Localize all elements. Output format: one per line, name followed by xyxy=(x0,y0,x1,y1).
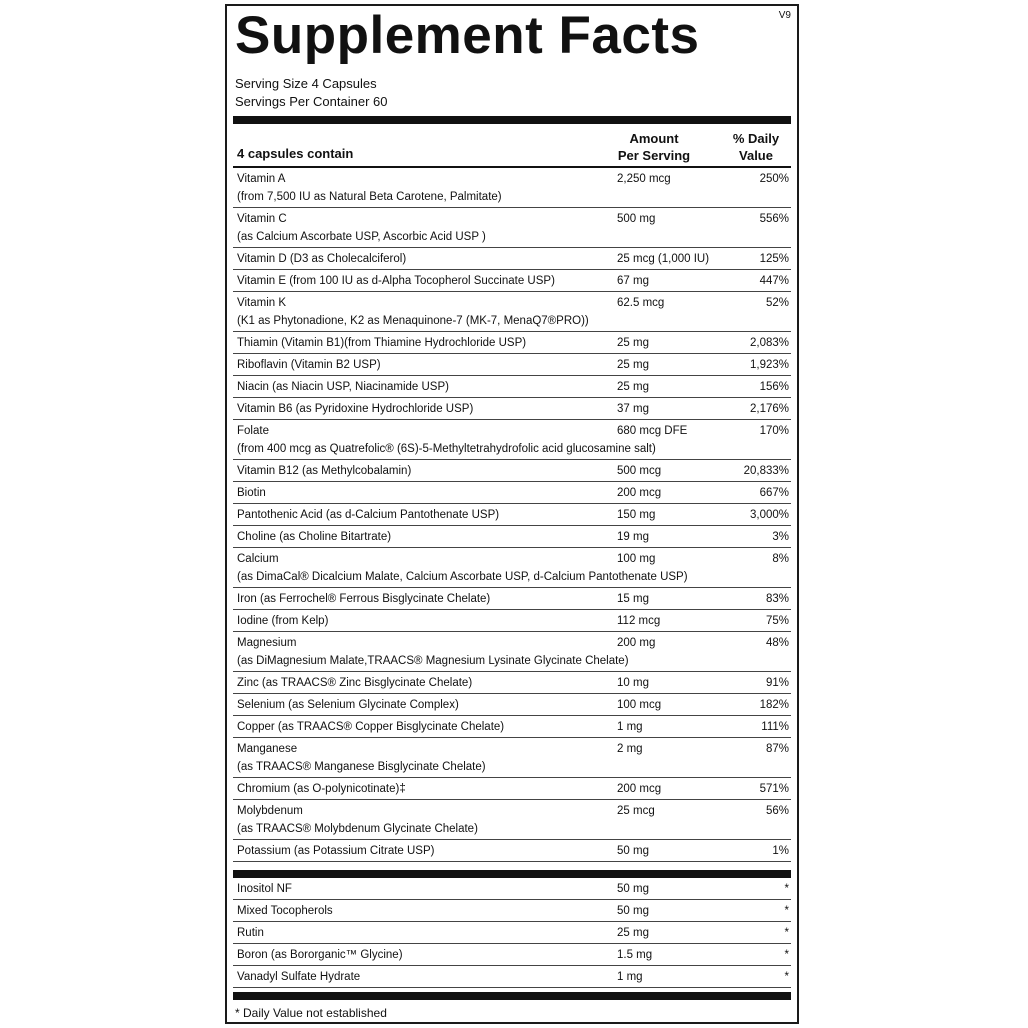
amount-per-serving: 25 mcg xyxy=(617,805,655,817)
amount-per-serving: 200 mg xyxy=(617,637,656,649)
ingredient-name: Vitamin D (D3 as Cholecalciferol) xyxy=(237,253,407,265)
percent-daily-value: 1% xyxy=(772,845,789,857)
nutrient-row xyxy=(233,332,791,354)
amount-per-serving: 25 mg xyxy=(617,359,649,371)
nutrient-row xyxy=(233,548,791,588)
ingredient-name: Rutin xyxy=(237,927,264,939)
nutrient-row xyxy=(233,526,791,548)
ingredient-name: Iron (as Ferrochel® Ferrous Bisglycinate Chelate) xyxy=(237,593,491,605)
nutrient-row xyxy=(233,694,791,716)
ingredient-name: Manganese xyxy=(237,743,298,755)
percent-daily-value: 571% xyxy=(759,783,789,795)
percent-daily-value: * xyxy=(784,949,789,961)
servings-per-container: Servings Per Container 60 xyxy=(235,94,388,109)
nutrient-row xyxy=(233,398,791,420)
ingredient-name: Inositol NF xyxy=(237,883,292,895)
percent-daily-value: 83% xyxy=(765,593,789,605)
ingredient-name: Vitamin B12 (as Methylcobalamin) xyxy=(237,465,412,477)
ingredient-name: Vitamin K xyxy=(237,297,287,309)
percent-daily-value: 1,923% xyxy=(749,359,789,371)
amount-per-serving: 15 mg xyxy=(617,593,649,605)
amount-per-serving: 1.5 mg xyxy=(617,949,653,961)
ingredient-name: Selenium (as Selenium Glycinate Complex) xyxy=(237,699,459,711)
nutrient-row xyxy=(233,778,791,800)
percent-daily-value: 87% xyxy=(765,743,789,755)
column-header xyxy=(233,124,791,166)
ingredient-name: Chromium (as O-polynicotinate)‡ xyxy=(237,783,406,795)
percent-daily-value: * xyxy=(784,883,789,895)
percent-daily-value: 556% xyxy=(759,213,789,225)
percent-daily-value: 3,000% xyxy=(749,509,789,521)
percent-daily-value: 667% xyxy=(759,487,789,499)
supplement-facts-panel xyxy=(225,4,799,1024)
other-ingredient-row xyxy=(233,878,791,900)
amount-per-serving: 67 mg xyxy=(617,275,649,287)
nutrient-row xyxy=(233,420,791,460)
amount-per-serving: 1 mg xyxy=(617,971,643,983)
footnote: * Daily Value not established xyxy=(235,1006,387,1020)
nutrient-row xyxy=(233,800,791,840)
amount-per-serving: 200 mcg xyxy=(617,783,662,795)
amount-per-serving: 2,250 mcg xyxy=(617,173,671,185)
percent-daily-value: 156% xyxy=(759,381,789,393)
ingredient-name: Vitamin C xyxy=(237,213,287,225)
nutrient-row xyxy=(233,588,791,610)
ingredient-name: Boron (as Bororganic™ Glycine) xyxy=(237,949,403,961)
ingredient-name: Magnesium xyxy=(237,637,297,649)
amount-per-serving: 50 mg xyxy=(617,905,649,917)
amount-per-serving: 37 mg xyxy=(617,403,649,415)
nutrient-row xyxy=(233,292,791,332)
dv-header-line1: % Daily xyxy=(732,131,780,146)
ingredient-name: Folate xyxy=(237,425,269,437)
nutrient-row xyxy=(233,460,791,482)
amount-per-serving: 25 mg xyxy=(617,337,649,349)
ingredient-name: Potassium (as Potassium Citrate USP) xyxy=(237,845,435,857)
other-ingredient-row xyxy=(233,966,791,988)
amount-per-serving: 500 mg xyxy=(617,213,656,225)
amount-per-serving: 100 mcg xyxy=(617,699,662,711)
amount-per-serving: 50 mg xyxy=(617,845,649,857)
ingredient-name: Vitamin E (from 100 IU as d-Alpha Tocopherol Succinate USP) xyxy=(237,275,555,287)
ingredient-source: (as DiMagnesium Malate,TRAACS® Magnesium Lysinate Glycinate Chelate) xyxy=(237,655,629,667)
ingredient-name: Calcium xyxy=(237,553,279,565)
other-ingredients-table xyxy=(233,878,791,988)
amount-per-serving: 100 mg xyxy=(617,553,656,565)
percent-daily-value: 91% xyxy=(765,677,789,689)
amount-per-serving: 10 mg xyxy=(617,677,649,689)
percent-daily-value: 250% xyxy=(759,173,789,185)
nutrient-row xyxy=(233,376,791,398)
ingredient-name: Molybdenum xyxy=(237,805,303,817)
contain-header: 4 capsules contain xyxy=(237,146,354,161)
ingredient-name: Riboflavin (Vitamin B2 USP) xyxy=(237,359,381,371)
amount-per-serving: 25 mg xyxy=(617,381,649,393)
amount-per-serving: 112 mcg xyxy=(617,615,661,627)
nutrient-row xyxy=(233,672,791,694)
ingredient-source: (from 400 mcg as Quatrefolic® (6S)-5-Methyltetrahydrofolic acid glucosamine salt) xyxy=(237,443,656,455)
ingredient-name: Biotin xyxy=(237,487,266,499)
other-ingredient-row xyxy=(233,944,791,966)
percent-daily-value: 48% xyxy=(765,637,789,649)
ingredient-name: Choline (as Choline Bitartrate) xyxy=(237,531,392,543)
label-title: Supplement Facts xyxy=(235,6,700,65)
dv-header-line2: Value xyxy=(739,148,773,163)
amount-per-serving: 50 mg xyxy=(617,883,649,895)
percent-daily-value: 20,833% xyxy=(743,465,789,477)
amount-per-serving: 25 mg xyxy=(617,927,649,939)
percent-daily-value: 56% xyxy=(765,805,789,817)
amount-per-serving: 200 mcg xyxy=(617,487,662,499)
amount-per-serving: 19 mg xyxy=(617,531,649,543)
amount-per-serving: 2 mg xyxy=(617,743,643,755)
nutrient-row xyxy=(233,840,791,862)
other-ingredient-row xyxy=(233,900,791,922)
nutrient-row xyxy=(233,208,791,248)
nutrients-table xyxy=(233,168,791,862)
ingredient-name: Zinc (as TRAACS® Zinc Bisglycinate Chelate) xyxy=(237,677,473,689)
amount-per-serving: 680 mcg DFE xyxy=(617,425,688,437)
ingredient-name: Vitamin B6 (as Pyridoxine Hydrochloride USP) xyxy=(237,403,474,415)
amount-header-line2: Per Serving xyxy=(617,148,691,163)
percent-daily-value: 111% xyxy=(761,721,789,733)
ingredient-source: (from 7,500 IU as Natural Beta Carotene, Palmitate) xyxy=(237,191,502,203)
amount-per-serving: 25 mcg (1,000 IU) xyxy=(617,253,710,265)
percent-daily-value: 2,083% xyxy=(749,337,789,349)
ingredient-source: (K1 as Phytonadione, K2 as Menaquinone-7 (MK-7, MenaQ7®PRO)) xyxy=(237,315,589,327)
amount-per-serving: 150 mg xyxy=(617,509,656,521)
amount-header xyxy=(599,130,709,164)
percent-daily-value: 75% xyxy=(765,615,789,627)
ingredient-name: Vitamin A xyxy=(237,173,286,185)
amount-per-serving: 1 mg xyxy=(617,721,643,733)
ingredient-name: Iodine (from Kelp) xyxy=(237,615,329,627)
ingredient-name: Thiamin (Vitamin B1)(from Thiamine Hydrochloride USP) xyxy=(237,337,527,349)
nutrient-row xyxy=(233,610,791,632)
ingredient-name: Vanadyl Sulfate Hydrate xyxy=(237,971,361,983)
ingredient-name: Copper (as TRAACS® Copper Bisglycinate Chelate) xyxy=(237,721,505,733)
serving-size: Serving Size 4 Capsules xyxy=(235,76,377,91)
ingredient-source: (as TRAACS® Molybdenum Glycinate Chelate) xyxy=(237,823,478,835)
other-ingredient-row xyxy=(233,922,791,944)
thick-divider-3 xyxy=(233,992,791,1000)
nutrient-row xyxy=(233,738,791,778)
percent-daily-value: * xyxy=(784,927,789,939)
nutrient-row xyxy=(233,504,791,526)
percent-daily-value: 8% xyxy=(772,553,789,565)
ingredient-source: (as DimaCal® Dicalcium Malate, Calcium Ascorbate USP, d-Calcium Pantothenate USP) xyxy=(237,571,688,583)
nutrient-row xyxy=(233,716,791,738)
nutrient-row xyxy=(233,354,791,376)
thick-divider-2 xyxy=(233,870,791,878)
version-code: V9 xyxy=(778,10,791,21)
ingredient-source: (as Calcium Ascorbate USP, Ascorbic Acid USP ) xyxy=(237,231,486,243)
amount-header-line1: Amount xyxy=(629,131,679,146)
ingredient-source: (as TRAACS® Manganese Bisglycinate Chelate) xyxy=(237,761,486,773)
percent-daily-value: 170% xyxy=(759,425,789,437)
nutrient-row xyxy=(233,248,791,270)
percent-daily-value: 2,176% xyxy=(749,403,789,415)
amount-per-serving: 500 mcg xyxy=(617,465,662,477)
amount-per-serving: 62.5 mcg xyxy=(617,297,665,309)
percent-daily-value: 52% xyxy=(765,297,789,309)
ingredient-name: Mixed Tocopherols xyxy=(237,905,333,917)
percent-daily-value: 125% xyxy=(759,253,789,265)
percent-daily-value: 182% xyxy=(759,699,789,711)
percent-daily-value: 447% xyxy=(759,275,789,287)
ingredient-name: Niacin (as Niacin USP, Niacinamide USP) xyxy=(237,381,449,393)
ingredient-name: Pantothenic Acid (as d-Calcium Pantothenate USP) xyxy=(237,509,500,521)
nutrient-row xyxy=(233,482,791,504)
nutrient-row xyxy=(233,168,791,208)
daily-value-header xyxy=(721,130,791,164)
nutrient-row xyxy=(233,270,791,292)
thick-divider xyxy=(233,116,791,124)
percent-daily-value: 3% xyxy=(772,531,789,543)
percent-daily-value: * xyxy=(784,905,789,917)
nutrient-row xyxy=(233,632,791,672)
percent-daily-value: * xyxy=(784,971,789,983)
